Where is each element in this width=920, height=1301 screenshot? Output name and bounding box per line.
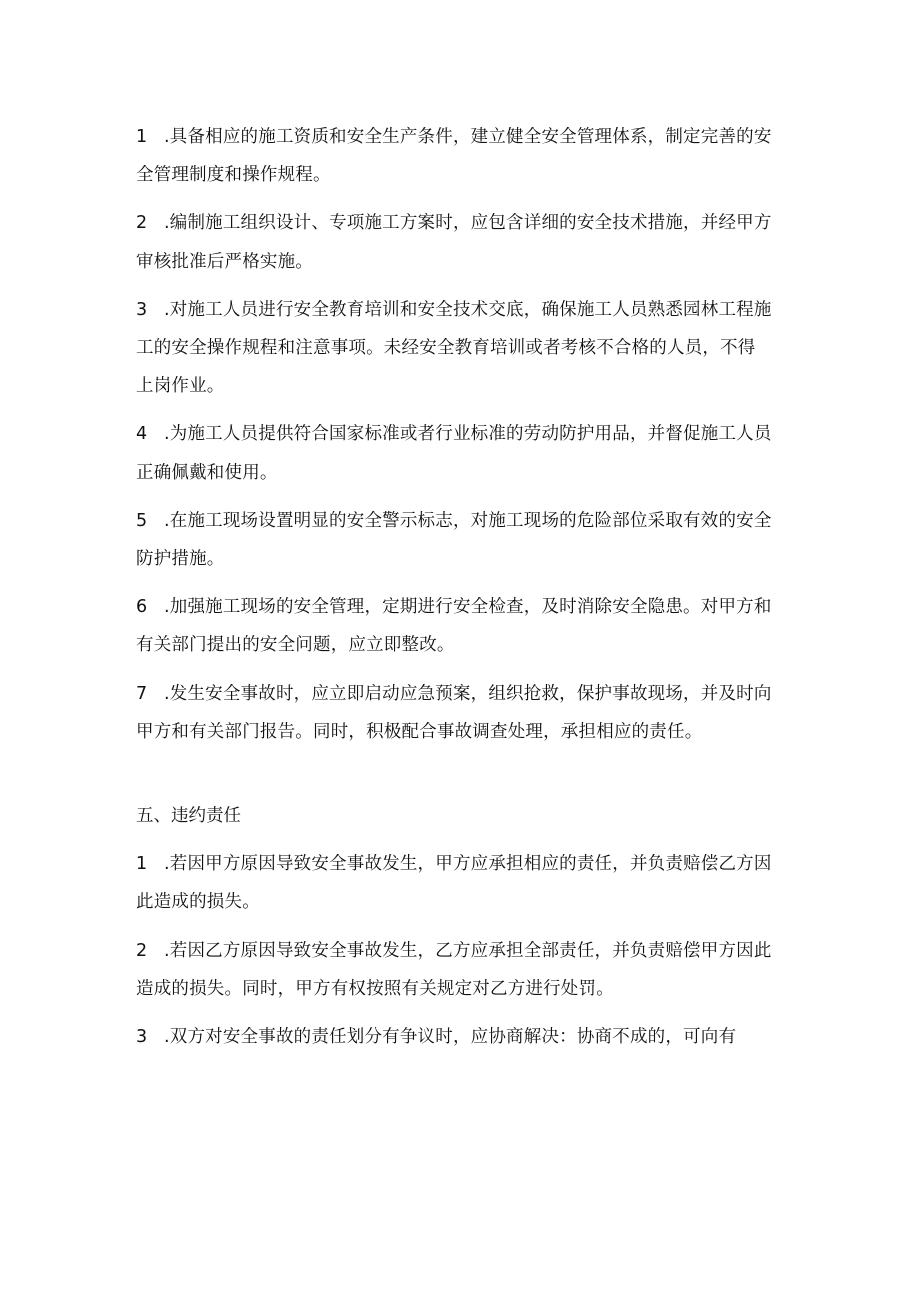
clause-4-7: [136, 675, 772, 751]
clause-5-3: [136, 1018, 772, 1056]
clause-4-5: [136, 502, 772, 578]
clause-number: 1: [136, 127, 148, 147]
clause-number: 2: [136, 940, 148, 961]
clause-5-2: [136, 932, 772, 1008]
clause-4-6: [136, 588, 772, 664]
clause-text: .若因甲方原因导致安全事故发生，甲方应承担相应的责任，并负责赔偿乙方因此造成的损失。: [136, 854, 772, 913]
clause-number: 2: [136, 213, 148, 234]
clause-text: .编制施工组织设计、专项施工方案时，应包含详细的安全技术措施，并经甲方审核批准后严格实施。: [136, 213, 772, 272]
clause-text: .若因乙方原因导致安全事故发生，乙方应承担全部责任，并负责赔偿甲方因此造成的损失。同时，甲方有权按照有关规定对乙方进行处罚。: [136, 940, 772, 999]
clause-text: .对施工人员进行安全教育培训和安全技术交底，确保施工人员熟悉园林工程施工的安全操作规程和注意事项。未经安全教育培训或者考核不合格的人员，不得上岗作业。: [136, 299, 772, 397]
clause-text: .具备相应的施工资质和安全生产条件，建立健全安全管理体系，制定完善的安全管理制度和操作规程。: [136, 127, 772, 186]
clause-text: .为施工人员提供符合国家标准或者行业标准的劳动防护用品，并督促施工人员正确佩戴和使用。: [136, 424, 772, 483]
clause-number: 1: [136, 854, 148, 875]
clause-number: 5: [136, 510, 148, 531]
clause-text: .在施工现场设置明显的安全警示标志，对施工现场的危险部位采取有效的安全防护措施。: [136, 510, 772, 570]
clause-5-1: [136, 845, 772, 921]
clause-text: .加强施工现场的安全管理，定期进行安全检查，及时消除安全隐患。对甲方和有关部门提出的安全问题，应立即整改。: [136, 597, 772, 656]
section-heading-breach-liability: 五、违约责任: [136, 806, 241, 827]
clause-number: 3: [136, 299, 148, 320]
clause-number: 4: [136, 424, 148, 445]
clause-number: 7: [136, 683, 148, 704]
clause-text: .发生安全事故时，应立即启动应急预案，组织抢救，保护事故现场，并及时向甲方和有关部门报告。同时，积极配合事故调查处理，承担相应的责任。: [136, 683, 772, 742]
clause-4-3: [136, 291, 772, 406]
clause-number: 6: [136, 597, 148, 618]
clause-4-4: [136, 415, 772, 491]
clause-number: 3: [136, 1027, 148, 1048]
clause-4-1: [136, 118, 772, 194]
clause-text: .双方对安全事故的责任划分有争议时，应协商解决：协商不成的，可向有: [164, 1027, 737, 1048]
clause-4-2: [136, 204, 772, 280]
